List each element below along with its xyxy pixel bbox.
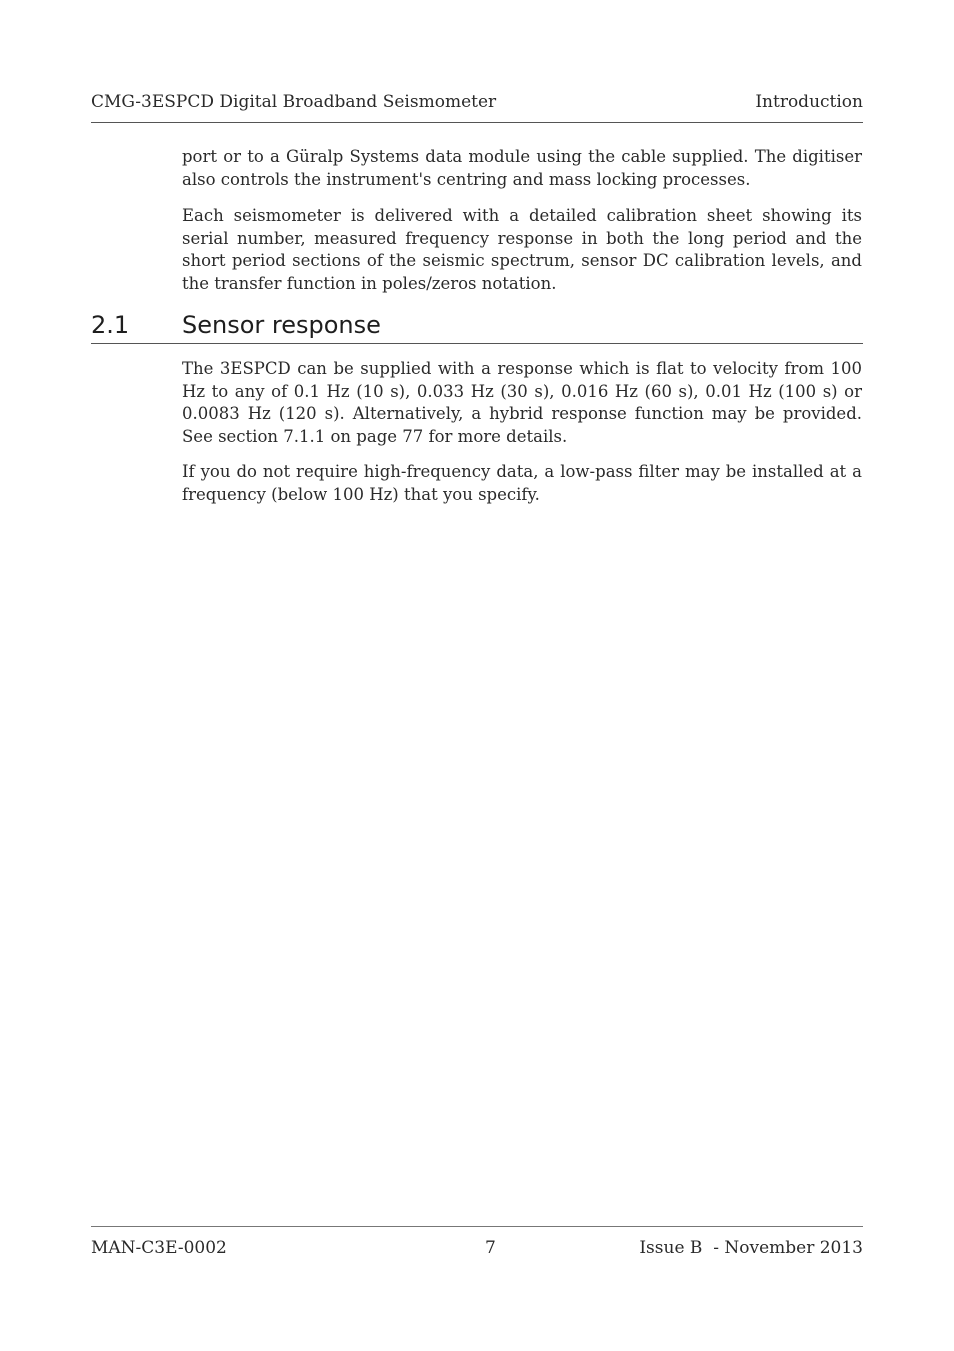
paragraph-text: Each seismometer is delivered with a detailed calibration sheet showing its serial number, measured frequency response in both the long period and the short period sections of the seismic spectrum, sensor DC calibration levels, and the transfer function in poles/zeros notation. [182,206,862,293]
paragraph-text: port or to a Güralp Systems data module using the cable supplied. The digitiser also controls the instrument's centring and mass locking processes. [182,147,862,189]
section-paragraph [182,461,862,506]
section-heading [91,309,863,344]
section-title: Sensor response [182,311,381,339]
section-number: 2.1 [91,311,130,339]
body-paragraph [182,146,862,191]
page-footer [91,1236,863,1260]
footer-page-number: 7 [485,1238,496,1258]
header-chapter-name: Introduction [755,92,863,112]
header-divider [91,122,863,123]
footer-issue-date: Issue B - November 2013 [639,1238,863,1258]
header-document-title: CMG-3ESPCD Digital Broadband Seismometer [91,92,497,112]
paragraph-text: If you do not require high-frequency data, a low-pass filter may be installed at a frequency (below 100 Hz) that you specify. [182,462,862,504]
page-header [91,90,863,114]
footer-document-id: MAN-C3E-0002 [91,1238,227,1258]
body-paragraph [182,205,862,295]
footer-divider [91,1226,863,1227]
section-paragraph [182,358,862,448]
paragraph-text: The 3ESPCD can be supplied with a response which is flat to velocity from 100 Hz to any of 0.1 Hz (10 s), 0.033 Hz (30 s), 0.016 Hz (60 s), 0.01 Hz (100 s) or 0.0083 Hz (120 s). Alternatively, a hybrid response function may be provided. See section 7.1.1 on page 77 for more details. [182,359,862,446]
